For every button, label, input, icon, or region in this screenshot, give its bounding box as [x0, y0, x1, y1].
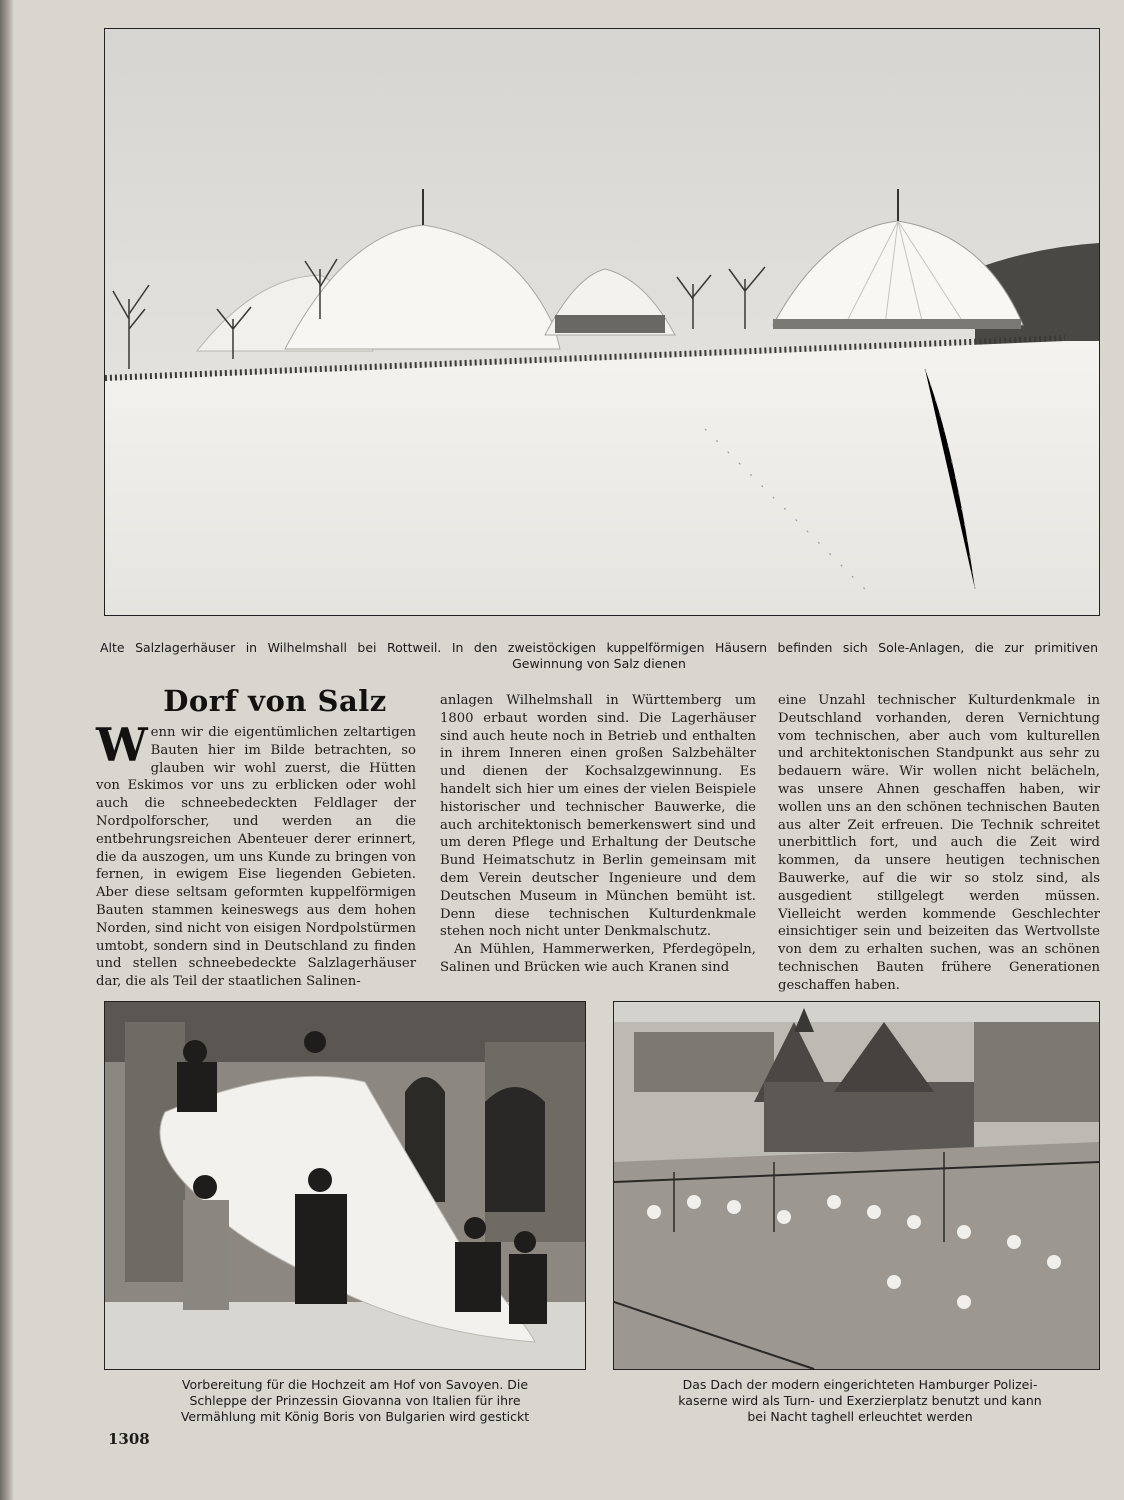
police-roof-illustration: [614, 1002, 1099, 1369]
wedding-train-illustration: [105, 1002, 585, 1369]
police-caption-line-3: bei Nacht taghell erleuchtet werden: [747, 1409, 973, 1424]
column-1-text: enn wir die eigentümlichen zeltartigen Bauten hier im Bilde betrachten, so glauben wir wohl zuerst, die Hütten von Eskimos vor uns zu erblicken oder wohl auch die schneebedeckten Feldlager der Nordpolforscher, und werden an die entbehrungsreichen Abenteuer derer erinnert, die da auszogen, um uns Kunde zu bringen von fernen, in ewigem Eise liegenden Gebieten. Aber diese seltsam geformten kuppelförmigen Bauten stammen keineswegs aus dem hohen Norden, sind nicht von eisigen Nordpolstürmen umtobt, sondern sind in Deutschland zu finden und stellen schneebedeckte Salzlagerhäuser dar, die als Teil der staatlichen Salinen-: [96, 725, 416, 990]
top-caption-line-2: Gewinnung von Salz dienen: [512, 656, 686, 671]
top-photo-caption: [100, 640, 1098, 672]
police-caption-line-1: Das Dach der modern eingerichteten Hamburger Polizei-: [682, 1377, 1038, 1392]
article-column-3: [778, 692, 1100, 995]
salt-warehouses-illustration: [105, 29, 1099, 615]
wedding-caption-line-2: Schleppe der Prinzessin Giovanna von Italien für ihre: [189, 1393, 521, 1408]
police-caption-line-2: kaserne wird als Turn- und Exerzierplatz benutzt und kann: [678, 1393, 1042, 1408]
article-column-2: [440, 692, 756, 977]
wedding-train-photo: [104, 1001, 586, 1370]
wedding-photo-caption: [150, 1377, 560, 1425]
page-number: 1308: [108, 1430, 150, 1448]
wedding-caption-line-3: Vermählung mit König Boris von Bulgarien wird gestickt: [180, 1409, 530, 1424]
drop-cap: W: [96, 718, 148, 772]
police-roof-photo: [613, 1001, 1100, 1370]
wedding-caption-line-1: Vorbereitung für die Hochzeit am Hof von Savoyen. Die: [181, 1377, 529, 1392]
salt-warehouses-photo: [104, 28, 1100, 616]
column-2-paragraph-2: An Mühlen, Hammerwerken, Pferdegöpeln, Salinen und Brücken wie auch Kranen sind: [440, 942, 756, 975]
top-caption-line-1: Alte Salzlagerhäuser in Wilhelmshall bei Rottweil. In den zweistöckigen kuppelförmigen Häusern befinden sich Sole-Anlagen, die zur primitiven: [100, 640, 1098, 655]
binding-gutter: [0, 0, 14, 1500]
article-title: Dorf von Salz: [163, 684, 387, 718]
column-2-paragraph-1: anlagen Wilhelmshall in Württemberg um 1800 erbaut worden sind. Die Lagerhäuser sind auch heute noch in Betrieb und enthalten in ihrem Inneren einen großen Salzbehälter und dienen der Kochsalzgewinnung. Es handelt sich hier um eines der vielen Beispiele historischer und technischer Bauwerke, die auch architektonisch bemerkenswert sind und um deren Pflege und Erhaltung der Deutsche Bund Heimatschutz in Berlin gemeinsam mit dem Verein deutscher Ingenieure und dem Deutschen Museum in München bemüht ist. Denn diese technischen Kulturdenkmale stehen noch nicht unter Denkmalschutz.: [440, 693, 756, 940]
police-photo-caption: [650, 1377, 1070, 1425]
article-column-1: [96, 718, 416, 991]
column-3-text: eine Unzahl technischer Kulturdenkmale in Deutschland vorhanden, deren Vernichtung vom technischen, aber auch vom kulturellen und architektonischen Standpunkt aus sehr zu bedauern wäre. Wir wollen nicht belächeln, was unsere Ahnen geschaffen haben, wir wollen uns an den schönen technischen Bauten aus alter Zeit erfreuen. Die Technik schreitet unerbittlich fort, und auch die Zeit wird kommen, da unsere heutigen technischen Bauwerke, auf die wir so stolz sind, als ausgedient stillgelegt werden müssen. Vielleicht werden kommende Geschlechter einsichtiger sein und beizeiten das Wertvollste von dem zu erhalten suchen, was an schönen technischen Bauten frühere Generationen geschaffen haben.: [778, 693, 1100, 993]
